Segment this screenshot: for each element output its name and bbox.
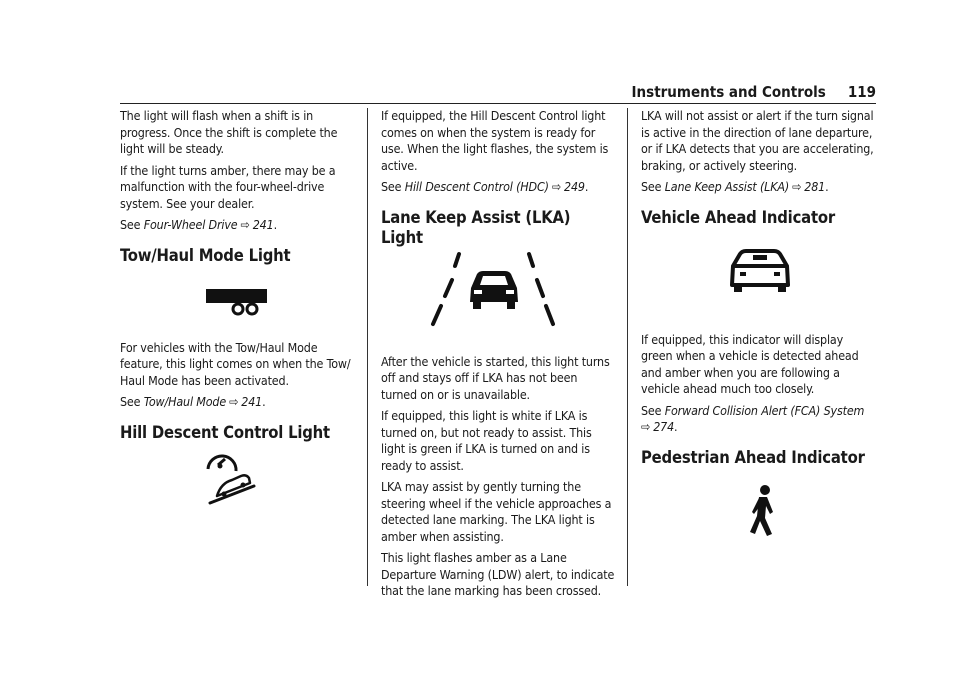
- heading-tow-haul: Tow/Haul Mode Light: [120, 245, 291, 265]
- see-reference: See Tow/Haul Mode ⇨ 241.: [120, 394, 266, 409]
- column-1: [120, 108, 354, 513]
- paragraph: If equipped, the Hill Descent Control light comes on when the system is ready for use. When the light flashes, the system is active.: [381, 108, 609, 173]
- header-rule: [120, 103, 876, 104]
- page-arrow-icon: ⇨: [792, 179, 802, 194]
- paragraph: If the light turns amber, there may be a malfunction with the four-wheel-drive system. See your dealer.: [120, 162, 336, 211]
- paragraph: LKA will not assist or alert if the turn signal is active in the direction of lane departure, or if LKA detects that you are accelerating, braking, or actively steering.: [641, 108, 874, 173]
- heading-lka: Lane Keep Assist (LKA) Light: [381, 207, 571, 247]
- see-reference: See Four-Wheel Drive ⇨ 241.: [120, 217, 277, 232]
- see-reference: See Hill Descent Control (HDC) ⇨ 249.: [381, 179, 589, 194]
- paragraph: After the vehicle is started, this light turns off and stays off if LKA has not been turned on or is unavailable.: [381, 353, 610, 402]
- page-arrow-icon: ⇨: [551, 179, 562, 194]
- section-title: Instruments and Controls: [631, 83, 826, 101]
- paragraph: For vehicles with the Tow/Haul Mode feature, this light comes on when the Tow/ Haul Mode has been activated.: [120, 339, 351, 388]
- reference-page[interactable]: 241: [241, 394, 263, 409]
- paragraph: This light flashes amber as a Lane Departure Warning (LDW) alert, to indicate that the lane marking has been crossed.: [381, 550, 615, 598]
- see-reference: See Lane Keep Assist (LKA) ⇨ 281.: [641, 179, 829, 194]
- tow-haul-trailer-icon: [120, 266, 354, 340]
- column-2: [381, 108, 615, 605]
- paragraph: If equipped, this indicator will display green when a vehicle is detected ahead and amber when you are following a vehicle ahead much too closely.: [641, 331, 859, 396]
- reference-page[interactable]: 274: [653, 419, 675, 434]
- column-divider: [627, 108, 628, 586]
- reference-page[interactable]: 281: [804, 179, 826, 194]
- heading-hill-descent: Hill Descent Control Light: [120, 422, 330, 442]
- lane-keep-assist-icon: [381, 248, 615, 354]
- column-divider: [367, 108, 368, 586]
- cross-reference-link[interactable]: Tow/Haul Mode: [143, 394, 227, 409]
- vehicle-ahead-icon: [641, 228, 877, 332]
- heading-pedestrian-ahead: Pedestrian Ahead Indicator: [641, 447, 865, 467]
- page-arrow-icon: ⇨: [641, 419, 651, 434]
- pedestrian-ahead-icon: [641, 468, 877, 546]
- paragraph: LKA may assist by gently turning the steering wheel if the vehicle approaches a detected lane marking. The LKA light is amber when assisting.: [381, 479, 612, 544]
- page-arrow-icon: ⇨: [229, 394, 239, 409]
- reference-page[interactable]: 249: [564, 179, 585, 194]
- reference-page[interactable]: 241: [252, 217, 274, 232]
- cross-reference-link[interactable]: Lane Keep Assist (LKA): [664, 179, 790, 194]
- hill-descent-control-icon: [120, 443, 354, 513]
- page-arrow-icon: ⇨: [240, 217, 250, 232]
- cross-reference-link[interactable]: Hill Descent Control (HDC): [404, 179, 549, 194]
- paragraph: The light will flash when a shift is in progress. Once the shift is complete the light will be steady.: [120, 108, 338, 156]
- see-reference: See Forward Collision Alert (FCA) System ⇨ 274.: [641, 402, 865, 434]
- cross-reference-link[interactable]: Four-Wheel Drive: [143, 217, 238, 232]
- paragraph: If equipped, this light is white if LKA is turned on, but not ready to assist. This light is green if LKA is turned on and is ready to assist.: [381, 408, 592, 473]
- page-number: 119: [847, 83, 876, 101]
- page-header: [632, 83, 876, 101]
- heading-vehicle-ahead: Vehicle Ahead Indicator: [641, 207, 835, 227]
- column-3: [641, 108, 877, 546]
- cross-reference-link[interactable]: Forward Collision Alert (FCA) System: [664, 402, 865, 418]
